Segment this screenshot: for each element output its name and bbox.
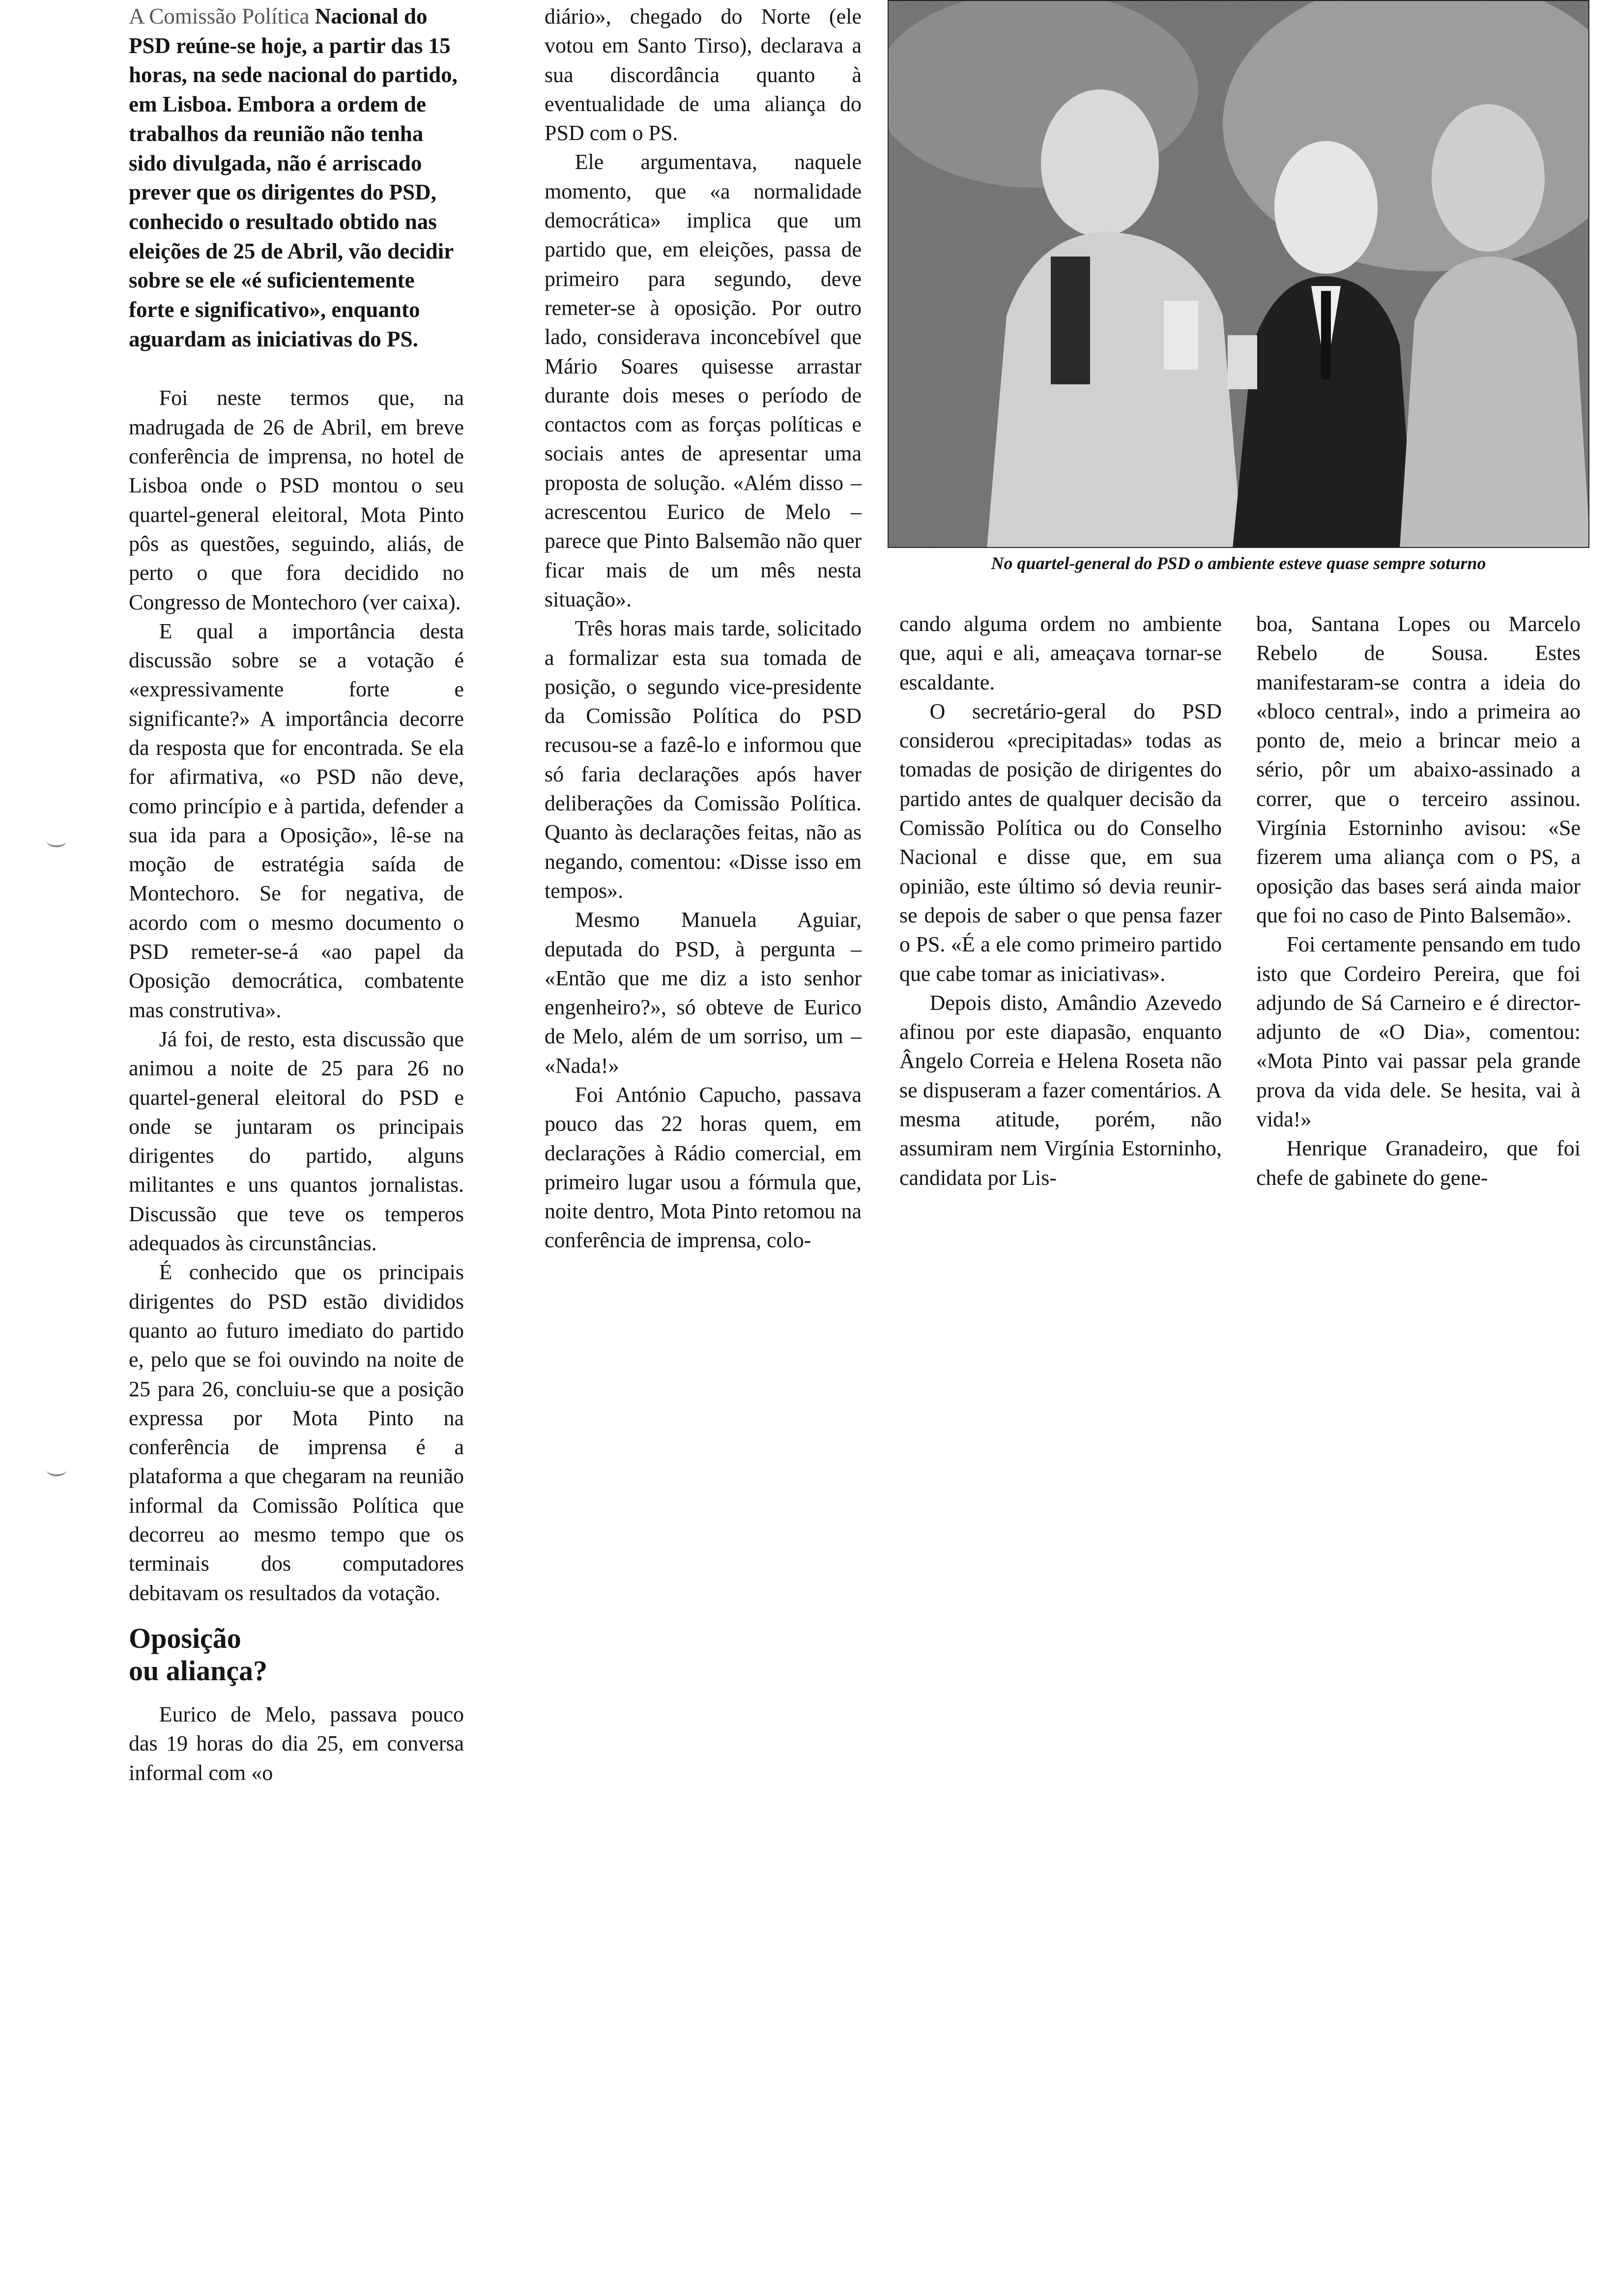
article-column-3 — [899, 609, 1222, 1192]
paragraph: Foi neste termos que, na madrugada de 26 de Abril, em breve conferência de imprensa, no hotel de Lisboa onde o PSD montou o seu quartel-general eleitoral, Mota Pinto pôs as questões, seguindo, aliás, de perto o que fora decidido no Congresso de Montechoro (ver caixa). — [129, 386, 464, 614]
paragraph: É conhecido que os principais dirigentes do PSD estão divididos quanto ao futuro imediato do partido e, pelo que se foi ouvindo na noite de 25 para 26, concluiu-se que a posição expressa por Mota Pinto na conferência de imprensa é a plataforma a que chegaram na reunião informal da Comissão Política que decorreu ao mesmo tempo que os terminais dos computadores debitavam os resultados da votação. — [129, 1260, 464, 1605]
subhead-line: Oposição — [129, 1622, 241, 1654]
paragraph: E qual a importância desta discussão sobre se a votação é «expressivamente forte e significante?» A importância decorre da resposta que for encontrada. Se ela for afirmativa, «o PSD não deve, como princípio e à partida, defender a sua ida para a Oposição», lê-se na moção de estratégia saída de Montechoro. Se for negativa, de acordo com o mesmo documento o PSD remeter-se-á «ao papel da Oposição democrática, combatente mas construtiva». — [129, 619, 464, 1022]
paragraph: diário», chegado do Norte (ele votou em Santo Tirso), declarava a sua discordância quanto à eventualidade de uma aliança do PSD com o PS. — [545, 4, 862, 145]
paragraph: Foi António Capucho, passava pouco das 22 horas quem, em declarações à Rádio comercial, em primeiro lugar usou a fórmula que, noite dentro, Mota Pinto retomou na conferência de imprensa, colo- — [545, 1082, 862, 1253]
paragraph: boa, Santana Lopes ou Marcelo Rebelo de Sousa. Estes manifestaram-se contra a ideia do «bloco central», indo a primeira ao ponto de, meio a brincar meio a sério, pôr um abaixo-assinado a correr, que o terceiro assinou. Virgínia Estorninho avisou: «Se fizerem uma aliança com o PS, a oposição das bases será ainda maior que foi no caso de Pinto Balsemão». — [1256, 612, 1581, 927]
article-column-2 — [545, 2, 862, 1255]
paragraph: Henrique Granadeiro, que foi chefe de gabinete do gene- — [1256, 1136, 1581, 1190]
photo-caption: No quartel-general do PSD o ambiente esteve quase sempre soturno — [991, 553, 1486, 573]
article-column-1 — [129, 2, 464, 1787]
article-column-4 — [1256, 609, 1581, 1192]
news-photo — [888, 0, 1589, 548]
scan-mark — [47, 1464, 66, 1476]
paragraph: Já foi, de resto, esta discussão que animou a noite de 25 para 26 no quartel-general eleitoral do PSD e onde se juntaram os principais dirigentes do partido, alguns militantes e uns quantos jornalistas. Discussão que teve os temperos adequados às circunstâncias. — [129, 1027, 464, 1256]
scan-mark — [47, 835, 66, 847]
subhead-line: ou aliança? — [129, 1654, 267, 1687]
section-subhead — [129, 1622, 464, 1687]
paragraph: Depois disto, Amândio Azevedo afinou por este diapasão, enquanto Ângelo Correia e Helena Roseta não se dispuseram a fazer comentários. A mesma atitude, porém, não assumiram nem Virgínia Estorninho, candidata por Lis- — [899, 990, 1222, 1190]
lead-text: Nacional do PSD reúne-se hoje, a partir das 15 horas, na sede nacional do partido, em Lisboa. Embora a ordem de trabalhos da reunião não tenha sido divulgada, não é arriscado prever que os dirigentes do PSD, conhecido o resultado obtido nas eleições de 25 de Abril, vão decidir sobre se ele «é suficientemente forte e significativo», enquanto aguardam as iniciativas do PS. — [129, 4, 458, 351]
paragraph: Ele argumentava, naquele momento, que «a normalidade democrática» implica que um partido que, em eleições, passa de primeiro para segundo, deve remeter-se à oposição. Por outro lado, considerava inconcebível que Mário Soares quisesse arrastar durante dois meses o período de contactos com as forças políticas e sociais antes de apresentar uma proposta de solução. «Além disso – acrescentou Eurico de Melo – parece que Pinto Balsemão não quer ficar mais de um mês nesta situação». — [545, 150, 862, 611]
paragraph: Mesmo Manuela Aguiar, deputada do PSD, à pergunta – «Então que me diz a isto senhor engenheiro?», só obteve de Eurico de Melo, além de um sorriso, um – «Nada!» — [545, 908, 862, 1078]
paragraph: Eurico de Melo, passava pouco das 19 horas do dia 25, em conversa informal com «o — [129, 1702, 464, 1785]
paragraph: O secretário-geral do PSD considerou «precipitadas» todas as tomadas de posição de dirigentes do partido antes de qualquer decisão da Comissão Política ou do Conselho Nacional e disse que, em sua opinião, este último só devia reunir-se depois de saber o que pensa fazer o PS. «É a ele como primeiro partido que cabe tomar as iniciativas». — [899, 699, 1222, 986]
lead-paragraph — [129, 2, 464, 354]
lead-faint-text: A Comissão Política — [129, 4, 310, 29]
photo-illustration — [889, 1, 1589, 548]
paragraph: Três horas mais tarde, solicitado a formalizar esta sua tomada de posição, o segundo vice-presidente da Comissão Política do PSD recusou-se a fazê-lo e informou que só faria declarações após haver deliberações da Comissão Política. Quanto às declarações feitas, não as negando, comentou: «Disse isso em tempos». — [545, 616, 862, 903]
paragraph: cando alguma ordem no ambiente que, aqui e ali, ameaçava tornar-se escaldante. — [899, 612, 1222, 694]
paragraph: Foi certamente pensando em tudo isto que Cordeiro Pereira, que foi adjundo de Sá Carneiro e é director-adjunto de «O Dia», comentou: «Mota Pinto vai passar pela grande prova da vida dele. Se hesita, vai à vida!» — [1256, 932, 1581, 1132]
